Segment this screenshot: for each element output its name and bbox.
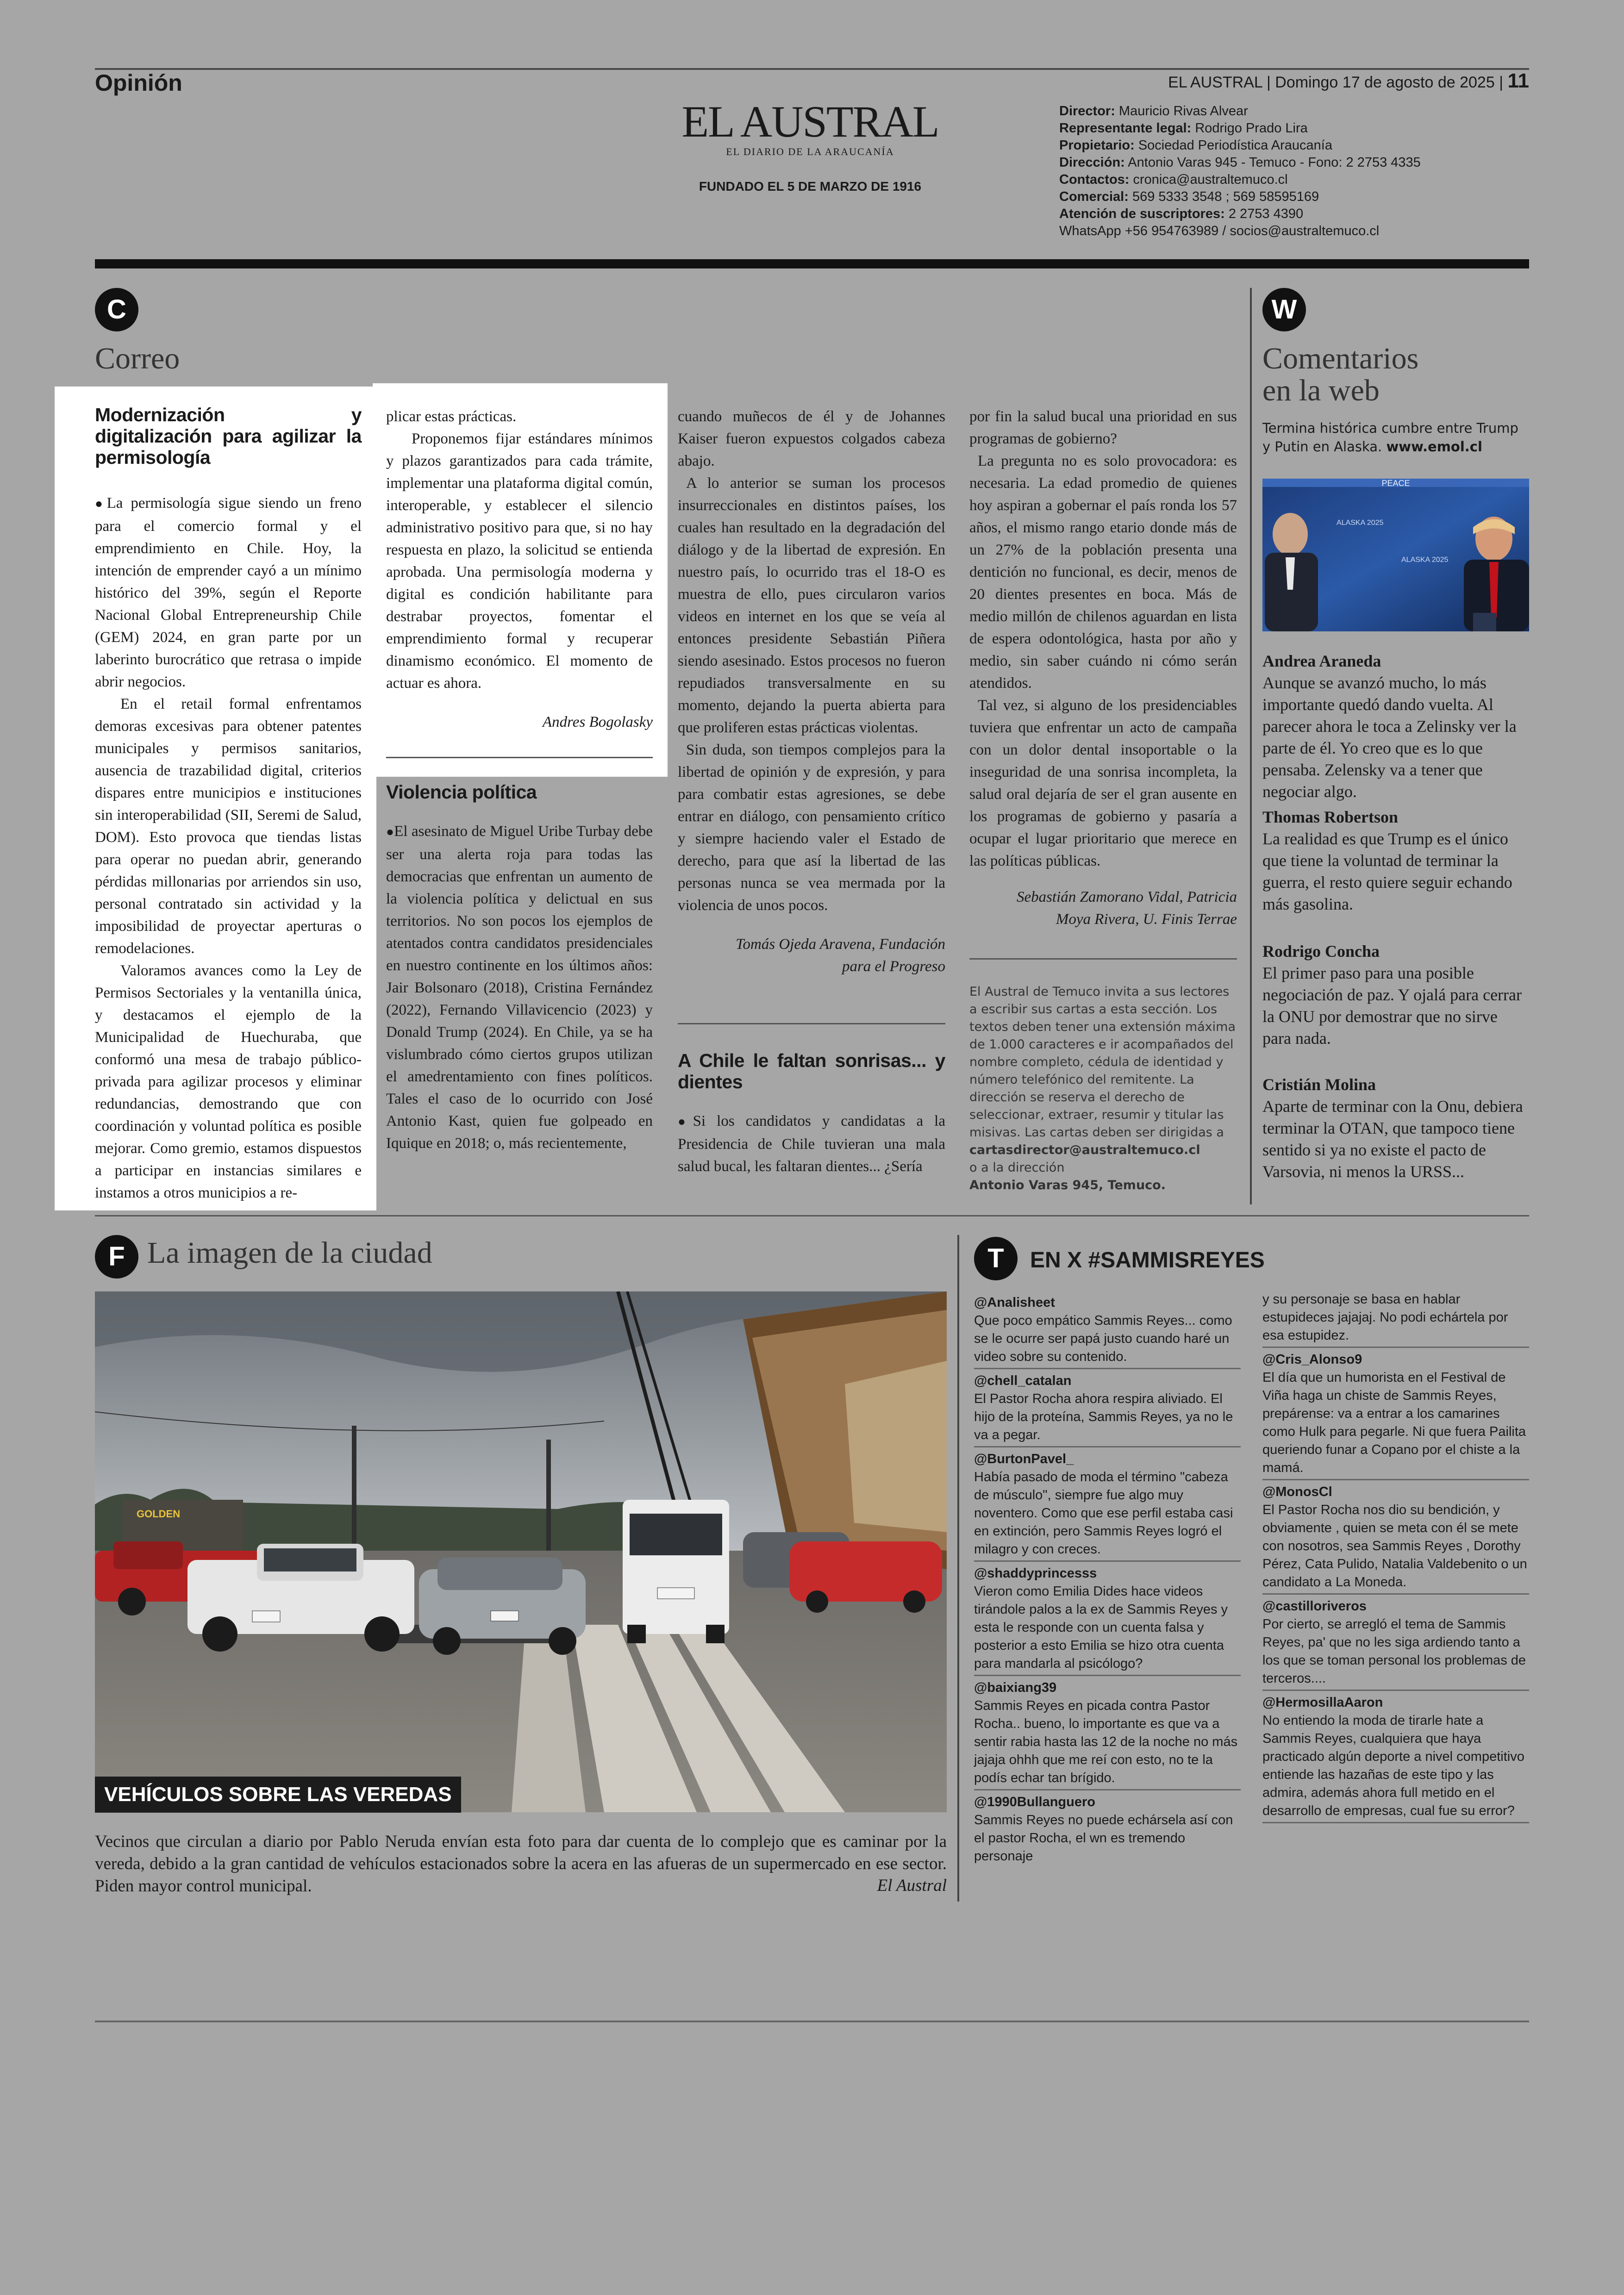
web-comment-text: Aunque se avanzó mucho, lo más importante quedó dando vuelta. Al parecer ahora le toca a Zelinsky ver la parte de él. Yo creo que es lo que pensaba. Zelensky va a tener que negociar algo. [1262,674,1517,801]
notice-email: cartasdirector@australtemuco.cl [969,1143,1200,1157]
web-comment-author: Rodrigo Concha [1262,942,1380,960]
web-comment-text: Aparte de terminar con la Onu, debiera terminar la OTAN, que tampoco tiene sentido si ya no existe el pacto de Varsovia, ni menos la URSS... [1262,1097,1523,1181]
x-column-1 [974,1294,1241,1865]
dateline-date: Domingo 17 de agosto de 2025 [1275,74,1495,91]
tweet-handle: @chell_catalan [974,1373,1072,1388]
tweet-text: Vieron como Emilia Dides hace videos tirándole palos a la ex de Sammis Reyes y esta le responde con un cuenta falsa y posterior a esto Emilia se hizo otra cuenta para mandarla al psicólogo? [974,1584,1228,1671]
letter3-signature: Sebastián Zamorano Vidal, Patricia Moya Rivera, U. Finis Terrae [1016,889,1237,928]
masthead-title: EL AUSTRAL [681,97,939,146]
x-column-2 [1262,1291,1529,1826]
letter2-col3 [678,405,945,978]
letter2-paragraph: A lo anterior se suman los procesos insurreccionales en distintos países, los cuales han resultado en la degradación del diálogo y de la libertad de expresión. En nuestro país, lo ocurrido tras el 18-O es muestra de ello, pues circularon varios videos en internet en los que se veía al entonces presidente Sebastián Piñera siendo asesinado. Estos procesos no fueron repudiados transversalmente en su momento, dejando la puerta abierta para que proliferen estas prácticas violentas. [678,475,945,736]
photo-banner: PEACE [1381,479,1410,488]
tweet [974,1294,1241,1369]
summit-photo [1262,479,1529,631]
city-photo-label: VEHÍCULOS SOBRE LAS VEREDAS [95,1777,461,1813]
column-divider [1250,288,1252,1204]
tweet-text: No entiendo la moda de tirarle hate a Sammis Reyes, cualquiera que haya practicado algún deporte a nivel competitivo entiende las hazañas de este tipo y las admira, además ahora full metido en el desarrollo de empresas, cual fue su error? [1262,1713,1524,1818]
city-icon: F [95,1235,138,1278]
staff-line: Propietario: Sociedad Periodística Araucanía [1059,138,1332,153]
x-icon: T [974,1237,1018,1280]
web-comment [1262,1074,1529,1183]
letter3-paragraph: Tal vez, si alguno de los presidenciables tuviera que enfrentar un acto de campaña con un dolor dental insoportable o la inseguridad de una sonrisa incompleta, la salud oral dejaría de ser el gran ausente en los programas de gobierno y pasaría a ocupar el lugar prioritario que merece en las políticas públicas. [969,697,1237,869]
masthead-founded: FUNDADO EL 5 DE MARZO DE 1916 [699,179,922,193]
column-divider [957,1235,959,1902]
tweet-text: Por cierto, se arregló el tema de Sammis Reyes, pa' que no les siga ardiendo tanto a los que se toman personal los problemas de terceros.... [1262,1617,1526,1686]
tweet-text: El Pastor Rocha ahora respira aliviado. El hijo de la proteína, Sammis Reyes, ya no le va a pegar. [974,1391,1233,1442]
letter2-paragraph: cuando muñecos de él y de Johannes Kaiser fueron expuestos colgados cabeza abajo. [678,408,945,469]
web-comment-author: Cristián Molina [1262,1075,1376,1094]
golden-sign: GOLDEN [137,1508,181,1520]
letter3-col3 [678,1050,945,1178]
staff-line: Director: Mauricio Rivas Alvear [1059,104,1248,118]
tweet [974,1450,1241,1562]
tweet-handle: @baixiang39 [974,1680,1057,1695]
svg-text:ALASKA 2025: ALASKA 2025 [1401,556,1449,564]
web-comment [1262,806,1529,915]
letter1-col1 [95,404,362,1204]
tweet [974,1793,1241,1865]
page-number: 11 [1507,69,1529,92]
divider [678,1023,945,1024]
letter3-paragraph: La pregunta no es solo provocadora: es necesaria. La edad promedio de quienes hoy aspiran a gobernar el país ronda los 57 años, el mismo rango etario donde más de un 27% de la población presenta una dentición no funcional, es decir, menos de 20 dientes presentes en boca. Más de medio millón de chilenos aguardan en lista de espera odontológica, hasta por año y medio, sin saber cuándo ni cómo serán atendidos. [969,453,1237,692]
tweet [974,1565,1241,1676]
letter1-col2 [386,405,653,733]
staff-line: WhatsApp +56 954763989 / socios@australtemuco.cl [1059,224,1380,238]
city-caption-text: Vecinos que circulan a diario por Pablo Neruda envían esta foto para dar cuenta de lo complejo que es caminar por la vereda, debido a la gran cantidad de vehículos estacionados sobre la acera en las afueras de un supermercado en ese sector. Piden mayor control municipal. [95,1832,947,1896]
tweet-handle: @castilloriveros [1262,1599,1367,1614]
tweet-handle: @MonosCl [1262,1484,1332,1499]
letter1-signature: Andres Bogolasky [543,714,653,730]
letter1-paragraph: En el retail formal enfrentamos demoras excesivas para obtener patentes municipales y permisos sanitarios, ausencia de trazabilidad digital, criterios dispares entre municipios e instituciones sin interoperabilidad (SII, Seremi de Salud, DOM). Esto provoca que tiendas listas para operar no puedan abrir, generando pérdidas millonarias por arriendos sin uso, personal contratado sin actividad y la imposibilidad de proyectar aperturas o remodelaciones. [95,696,362,957]
letter2-col2 [386,781,653,1154]
web-subtitle: Termina histórica cumbre entre Trump y Putin en Alaska. www.emol.cl [1262,420,1518,455]
tweet-text: Sammis Reyes no puede echársela así con el pastor Rocha, el wn es tremendo personaje [974,1813,1233,1864]
web-icon: W [1262,288,1306,331]
letter1-paragraph: Valoramos avances como la Ley de Permisos Sectoriales y la ventanilla única, y destacamos el ejemplo de la Municipalidad de Huechuraba, que conformó una mesa de trabajo público-privada para agilizar procesos y eliminar redundancias, demostrando que con coordinación y voluntad política es posible mejorar. Como gremio, estamos dispuestos a participar en instancias similares e instamos a otros municipios a re- [95,962,362,1201]
staff-line: Contactos: cronica@australtemuco.cl [1059,172,1288,187]
tweet-handle: @Cris_Alonso9 [1262,1352,1362,1367]
section-divider [95,1215,1529,1216]
tweet [1262,1597,1529,1691]
correo-icon: C [95,288,138,331]
letter2-headline: Violencia política [386,781,537,803]
tweet [1262,1694,1529,1823]
web-comment-author: Andrea Araneda [1262,652,1381,670]
letter3-headline: A Chile le faltan sonrisas... y dientes [678,1050,945,1092]
staff-line: Atención de suscriptores: 2 2753 4390 [1059,206,1304,221]
masthead [602,97,1018,194]
city-title: La imagen de la ciudad [147,1236,432,1270]
tweet-text: Que poco empático Sammis Reyes... como se le ocurre ser papá justo cuando haré un video sobre su contenido. [974,1313,1232,1364]
photo-text: ALASKA 2025 [1337,519,1384,527]
masthead-tagline: EL DIARIO DE LA ARAUCANÍA [726,146,894,157]
city-photo [95,1291,947,1812]
tweet [974,1679,1241,1790]
city-credit: El Austral [877,1876,947,1895]
letter3-paragraph: por fin la salud bucal una prioridad en sus programas de gobierno? [969,408,1237,447]
letter1-paragraph: plicar estas prácticas. [386,408,517,425]
web-comment-author: Thomas Robertson [1262,808,1399,826]
web-title: Comentarios en la web [1262,342,1419,408]
dateline: EL AUSTRAL | Domingo 17 de agosto de 2025 | 11 [1168,69,1529,92]
x-title: EN X #SAMMISREYES [1030,1248,1265,1272]
tweet-continued: y su personaje se basa en hablar estupideces jajajaj. No podi echártela por esa estupidez. [1262,1291,1529,1348]
tweet-handle: @HermosillaAaron [1262,1695,1383,1710]
letter1-headline: Modernización y digitalización para agilizar la permisología [95,404,362,468]
tweet [974,1372,1241,1447]
web-comment [1262,941,1529,1049]
tweet-text: El día que un humorista en el Festival de Viña haga un chiste de Sammis Reyes, prepárense: va a entrar a los camarines como Hulk para pegarle. Ni que fuera Pailita queriendo funar a Copano por el chiste a la mamá. [1262,1370,1526,1475]
notice-or: o a la dirección [969,1160,1065,1175]
letter2-signature: Tomás Ojeda Aravena, Fundación para el Progreso [736,936,945,975]
web-site: www.emol.cl [1386,439,1482,455]
notice-text: El Austral de Temuco invita a sus lectores a escribir sus cartas a esta sección. Los textos deben tener una extensión máxima de 1.000 caracteres e ir acompañados del nombre completo, cédula de identidad y número telefónico del remitente. La dirección se reserva el derecho de seleccionar, extraer, resumir y titular las misivas. Las cartas deben ser dirigidas a [969,985,1236,1140]
staff-box [1059,103,1421,240]
header-thick-rule [95,259,1529,268]
letter2-paragraph: Sin duda, son tiempos complejos para la libertad de opinión y de expresión, y para para combatir estas agresiones, se debe entrar en diálogo, con pensamiento crítico y siempre haciendo valer el Estado de derecho, para que así la libertad de las personas nunca se vea mermada por la violencia de unos pocos. [678,742,945,914]
staff-line: Representante legal: Rodrigo Prado Lira [1059,121,1308,136]
letter2-paragraph: ● El asesinato de Miguel Uribe Turbay debe ser una alerta roja para todas las democracias que enfrentan un aumento de la violencia política y delictual en sus territorios. No son pocos los ejemplos de atentados contra candidatos presidenciales en nuestro continente en los últimos años: Jair Bolsonaro (2018), Cristina Fernández (2022), Fernando Villavicencio (2023) y Donald Trump (2024). En Chile, ya se ha vislumbrado cómo ciertos grupos utilizan el amedrentamiento con fines políticos. Tales el caso de lo ocurrido con José Antonio Kast, quien fue golpeado en Iquique en 2018; o, más recientemente, [386,820,653,1154]
letter3-paragraph: ● Si los candidatos y candidatas a la Presidencia de Chile tuvieran una mala salud bucal, les faltaran dientes... ¿Sería [678,1110,945,1178]
letter1-paragraph: Proponemos fijar estándares mínimos y plazos garantizados para cada trámite, implementar una plataforma digital común, interoperable, y establecer el silencio administrativo positivo para que, si no hay respuesta en plazo, la solicitud se entienda aprobada. Una permisología moderna y digital es condición habilitante para destrabar proyectos, fomentar el emprendimiento formal y recuperar dinamismo económico. El momento de actuar es ahora. [386,430,653,692]
tweet-handle: @BurtonPavel_ [974,1452,1074,1466]
dateline-newspaper: EL AUSTRAL [1168,74,1262,91]
tweet-text: El Pastor Rocha nos dio su bendición, y obviamente , quien se meta con él se mete con nosotros, sea Sammis Reyes , Dorothy Pérez, Cata Pulido, Natalia Valdebenito o un candidato a La Moneda. [1262,1503,1527,1590]
tweet-text: Había pasado de moda el término "cabeza de músculo", siempre fue algo muy noventero. Como que ese perfil estaba casi en extinción, pero Sammis Reyes logró el milagro y con creces. [974,1470,1233,1557]
tweet [1262,1483,1529,1595]
correo-title: Correo [95,342,180,375]
tweet-handle: @shaddyprincesss [974,1566,1097,1581]
letter3-col4 [969,405,1237,930]
staff-line: Dirección: Antonio Varas 945 - Temuco - Fono: 2 2753 4335 [1059,155,1421,170]
web-comment-text: El primer paso para una posible negociación de paz. Y ojalá para cerrar la ONU por demostrar que no sirve para nada. [1262,964,1522,1048]
letter1-paragraph: ● La permisología sigue siendo un freno para el comercio formal y el emprendimiento en Chile. Hoy, la intención de emprender cayó a un mínimo histórico del 39%, según el Reporte Nacional Global Entrepreneurship Chile (GEM) 2024, en gran parte por un laberinto burocrático que retrasa o impide abrir negocios. [95,492,362,693]
section-title: Opinión [95,70,182,96]
tweet-text: Sammis Reyes en picada contra Pastor Rocha.. bueno, lo importante es que va a sentir rabia hasta las 12 de la noche no más jajaja ohhh que me reí con esto, no te la podís echar tan brígido. [974,1698,1238,1785]
tweet [1262,1351,1529,1480]
tweet-handle: @1990Bullanguero [974,1795,1095,1809]
letters-notice [969,983,1237,1194]
notice-address: Antonio Varas 945, Temuco. [969,1178,1166,1192]
web-comment-text: La realidad es que Trump es el único que tiene la voluntad de terminar la guerra, el resto quiere seguir echando más gasolina. [1262,829,1512,913]
staff-line: Comercial: 569 5333 3548 ; 569 58595169 [1059,189,1319,204]
web-comment [1262,650,1529,803]
divider [969,958,1237,960]
page-bottom-rule [95,2021,1529,2022]
divider [386,757,653,758]
tweet-handle: @Analisheet [974,1295,1055,1310]
